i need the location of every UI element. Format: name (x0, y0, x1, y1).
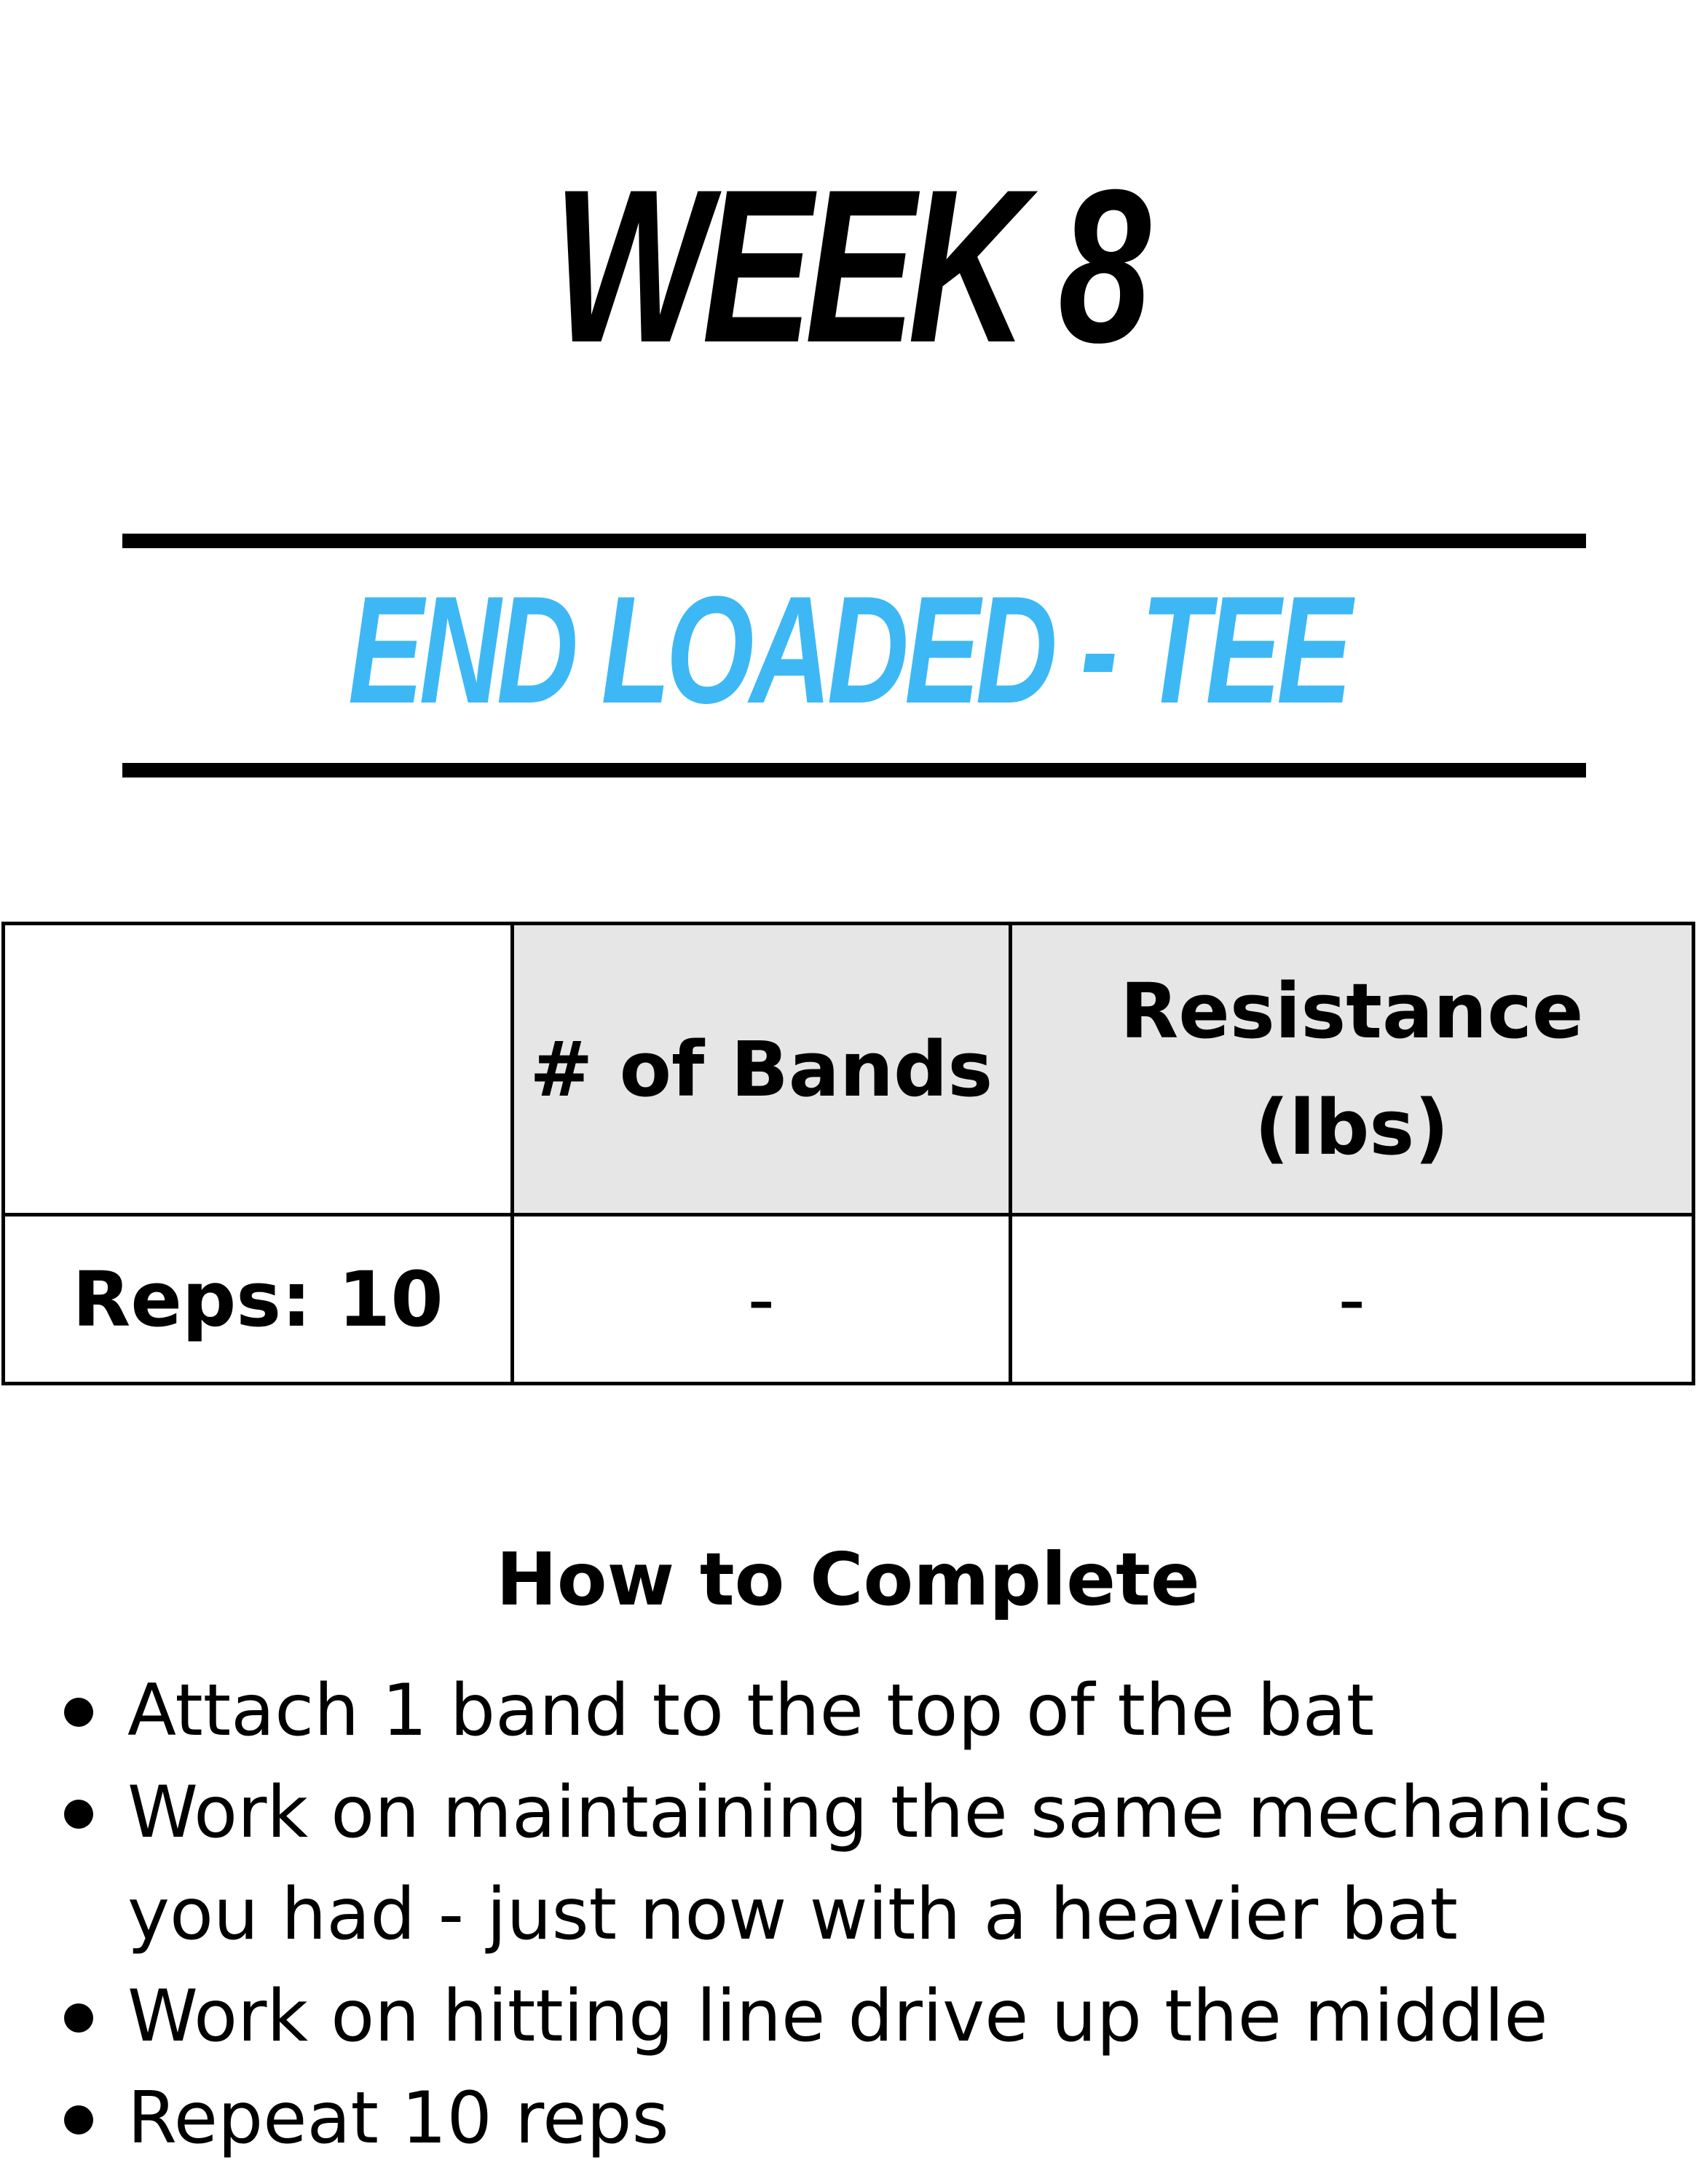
instructions-list (0, 1660, 1660, 2169)
list-item (0, 1762, 1660, 1966)
header-cell-bands: # of Bands (512, 924, 1010, 1215)
bullet-icon (64, 1800, 93, 1829)
top-divider (122, 534, 1586, 548)
bullet-icon (64, 1698, 93, 1727)
step-text-continued: you had - just now with a heavier bat (127, 1873, 1458, 1956)
step-text: Work on hitting line drive up the middle (127, 1975, 1548, 2058)
resistance-value-cell: - (1010, 1215, 1693, 1384)
step-text: Work on maintaining the same mechanics (127, 1771, 1630, 1854)
list-item (0, 1966, 1660, 2068)
bullet-icon (64, 2105, 93, 2134)
resistance-unit: (lbs) (1254, 1083, 1449, 1172)
week-title: WEEK 8 (553, 143, 1143, 388)
list-item (0, 2068, 1660, 2169)
bottom-divider (122, 763, 1586, 778)
list-item (0, 1660, 1660, 1762)
header-cell-resistance (1010, 924, 1693, 1215)
drill-subtitle: END LOADED - TEE (347, 564, 1349, 735)
step-text: Attach 1 band to the top of the bat (127, 1669, 1375, 1752)
table-row (4, 1215, 1694, 1384)
bullet-icon (64, 2003, 93, 2033)
workout-table (1, 922, 1695, 1385)
step-text: Repeat 10 reps (127, 2077, 669, 2160)
reps-cell: Reps: 10 (4, 1215, 513, 1384)
header-cell-empty (4, 924, 513, 1215)
instructions-heading: How to Complete (496, 1537, 1200, 1622)
resistance-label: Resistance (1120, 966, 1584, 1056)
bands-value-cell: - (512, 1215, 1010, 1384)
table-header-row (4, 924, 1694, 1215)
